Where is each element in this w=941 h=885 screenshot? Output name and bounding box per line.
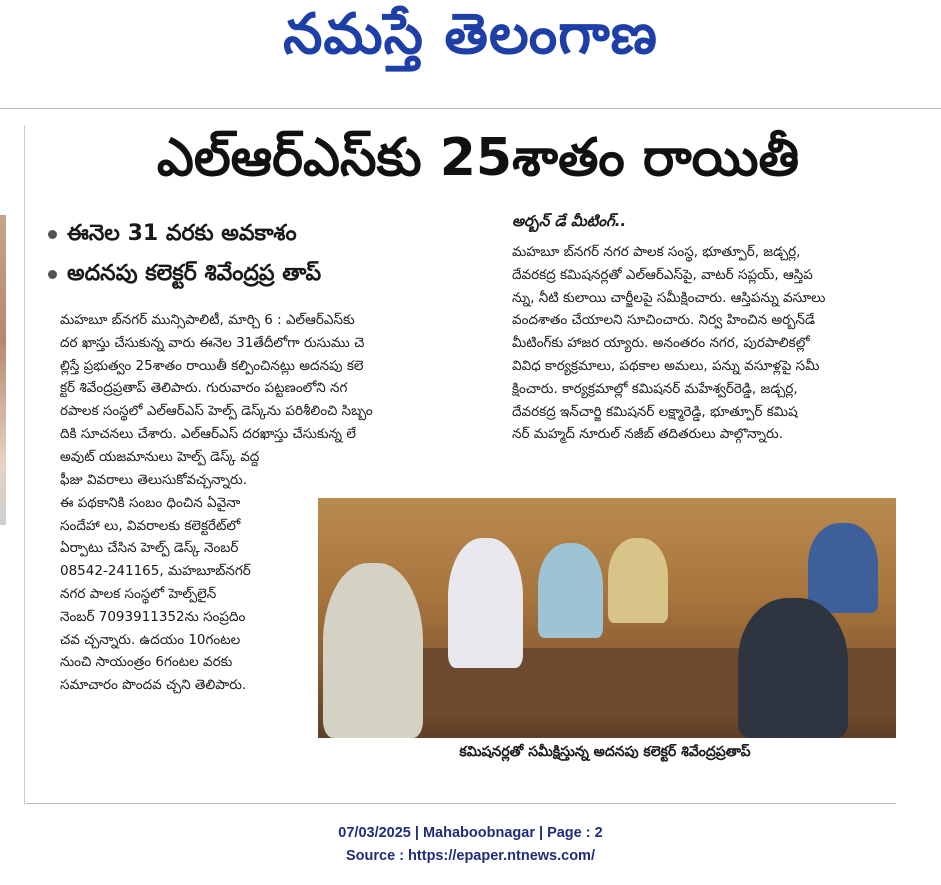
text-line: దేవరకద్ర కమిషనర్లతో ఎల్‌ఆర్‌ఎస్‌పై, వాటర్ సప్లయ్, ఆస్తిప bbox=[512, 266, 813, 283]
photo-person-shape bbox=[538, 543, 603, 638]
adjacent-photo-fragment bbox=[0, 215, 6, 525]
text-line: క్షించారు. కార్యక్రమాల్లో కమిషనర్ మహేశ్వర్‌రెడ్డి, జడ్చర్ల, bbox=[512, 380, 798, 397]
newspaper-title: నమస్తే తెలంగాణ bbox=[283, 2, 658, 67]
text-line: వివిధ కార్యక్రమాలు, పథకాల అమలు, పన్ను వసూళ్లపై సమీ bbox=[512, 357, 820, 374]
photo-person-shape bbox=[738, 598, 848, 738]
photo-caption: కమిషనర్లతో సమీక్షిస్తున్న అదనపు కలెక్టర్ శివేంద్రప్రతాప్ bbox=[459, 744, 751, 760]
text-line: న్ను, నీటి కులాయి చార్జీలపై సమీక్షించారు. ఆస్తిపన్ను వసూలు bbox=[512, 289, 826, 306]
bullet-dot-icon bbox=[48, 270, 57, 279]
body-column-right bbox=[512, 241, 904, 446]
headline-bullets bbox=[48, 216, 478, 296]
text-line: నగర పాలక సంస్థలో హెల్ప్‌లైన్ bbox=[60, 585, 217, 602]
text-line: చవ చ్చన్నారు. ఉదయం 10గంటల bbox=[60, 631, 241, 648]
masthead bbox=[0, 0, 941, 108]
text-line: మహబూ బ్‌నగర్ మున్సిపాలిటీ, మార్చి 6 : ఎల్‌ఆర్‌ఎస్‌కు bbox=[60, 312, 355, 328]
bullet-item: అదనపు కలెక్టర్ శివేంద్రప్ర తాప్ bbox=[48, 256, 478, 296]
text-line: సమాచారం పొందవ చ్చని తెలిపారు. bbox=[60, 677, 247, 694]
adjacent-article-strip bbox=[0, 125, 22, 805]
text-line: నుంచి సాయంత్రం 6గంటల వరకు bbox=[60, 654, 233, 671]
body-column-left-bottom bbox=[60, 469, 312, 697]
text-line: ఈ పథకానికి సంబం ధించిన ఏవైనా bbox=[60, 494, 241, 511]
photo-person-shape bbox=[608, 538, 668, 623]
text-line: నెంబర్ 7093911352ను సంప్రదిం bbox=[60, 608, 246, 625]
text-line: అవుట్ యజమానులు హెల్ప్ డెస్క్ వద్ద bbox=[60, 448, 260, 465]
text-line: ఫీజు వివరాలు తెలుసుకోవచ్చన్నారు. bbox=[60, 472, 247, 488]
text-line: క్టర్ శివేంద్రప్రతాప్ తెలిపారు. గురువారం పట్టణంలోని నగ bbox=[60, 380, 348, 397]
text-line: 08542-241165, మహబూబ్‌నగర్ bbox=[60, 563, 251, 580]
photo-person-shape bbox=[323, 563, 423, 738]
bullet-dot-icon bbox=[48, 230, 57, 239]
text-line: మహబూ బ్‌నగర్ నగర పాలక సంస్థ, భూత్పూర్, జడ్చర్ల, bbox=[512, 244, 801, 260]
article-headline: ఎల్‌ఆర్‌ఎస్‌కు 25శాతం రాయితీ bbox=[156, 128, 800, 188]
meeting-photo bbox=[318, 498, 896, 738]
bullet-item: ఈనెల 31 వరకు అవకాశం bbox=[48, 216, 478, 256]
source-info: Source : https://epaper.ntnews.com/ bbox=[346, 848, 595, 864]
top-divider bbox=[0, 108, 941, 109]
column-divider bbox=[24, 125, 25, 805]
text-line: దేవరకద్ర ఇన్‌చార్జి కమిషనర్ లక్ష్మారెడ్డి, భూత్పూర్ కమిష bbox=[512, 403, 798, 420]
text-line: ల్లిస్తే ప్రభుత్వం 25శాతం రాయితీ కల్పించినట్లు అదనపు కలె bbox=[60, 357, 364, 374]
edition-info: 07/03/2025 | Mahaboobnagar | Page : 2 bbox=[338, 825, 603, 841]
text-line: దర ఖాస్తు చేసుకున్న వారు ఈనెల 31తేదీలోగా రుసుము చె bbox=[60, 334, 365, 351]
photo-person-shape bbox=[808, 523, 878, 613]
body-column-left-top bbox=[60, 309, 470, 469]
photo-person-shape bbox=[448, 538, 523, 668]
section-subhead: అర్బన్ డే మీటింగ్.. bbox=[512, 212, 627, 230]
text-line: మీటింగ్‌కు హాజర య్యారు. అనంతరం నగర, పురపాలికల్లో bbox=[512, 335, 810, 352]
page-footer bbox=[0, 822, 941, 868]
text-line: వందశాతం చేయాలని సూచించారు. నిర్వ హించిన అర్బన్‌డే bbox=[512, 312, 815, 329]
bottom-divider bbox=[26, 803, 896, 804]
text-line: నర్ మహ్మద్ నూరుల్ నజీబ్ తదితరులు పాల్గొన్నారు. bbox=[512, 426, 784, 443]
text-line: రపాలక సంస్థలో ఎల్‌ఆర్‌ఎస్ హెల్ప్ డెస్క్‌ను పరిశీలించి సిబ్బం bbox=[60, 403, 373, 420]
text-line: ఏర్పాటు చేసిన హెల్ప్ డెస్క్ నెంబర్ bbox=[60, 540, 239, 557]
text-line: సందేహా లు, వివరాలకు కలెక్టరేట్‌లో bbox=[60, 517, 241, 534]
text-line: దికి సూచనలు చేశారు. ఎల్‌ఆర్‌ఎస్ దరఖాస్తు చేసుకున్న లే bbox=[60, 425, 356, 442]
